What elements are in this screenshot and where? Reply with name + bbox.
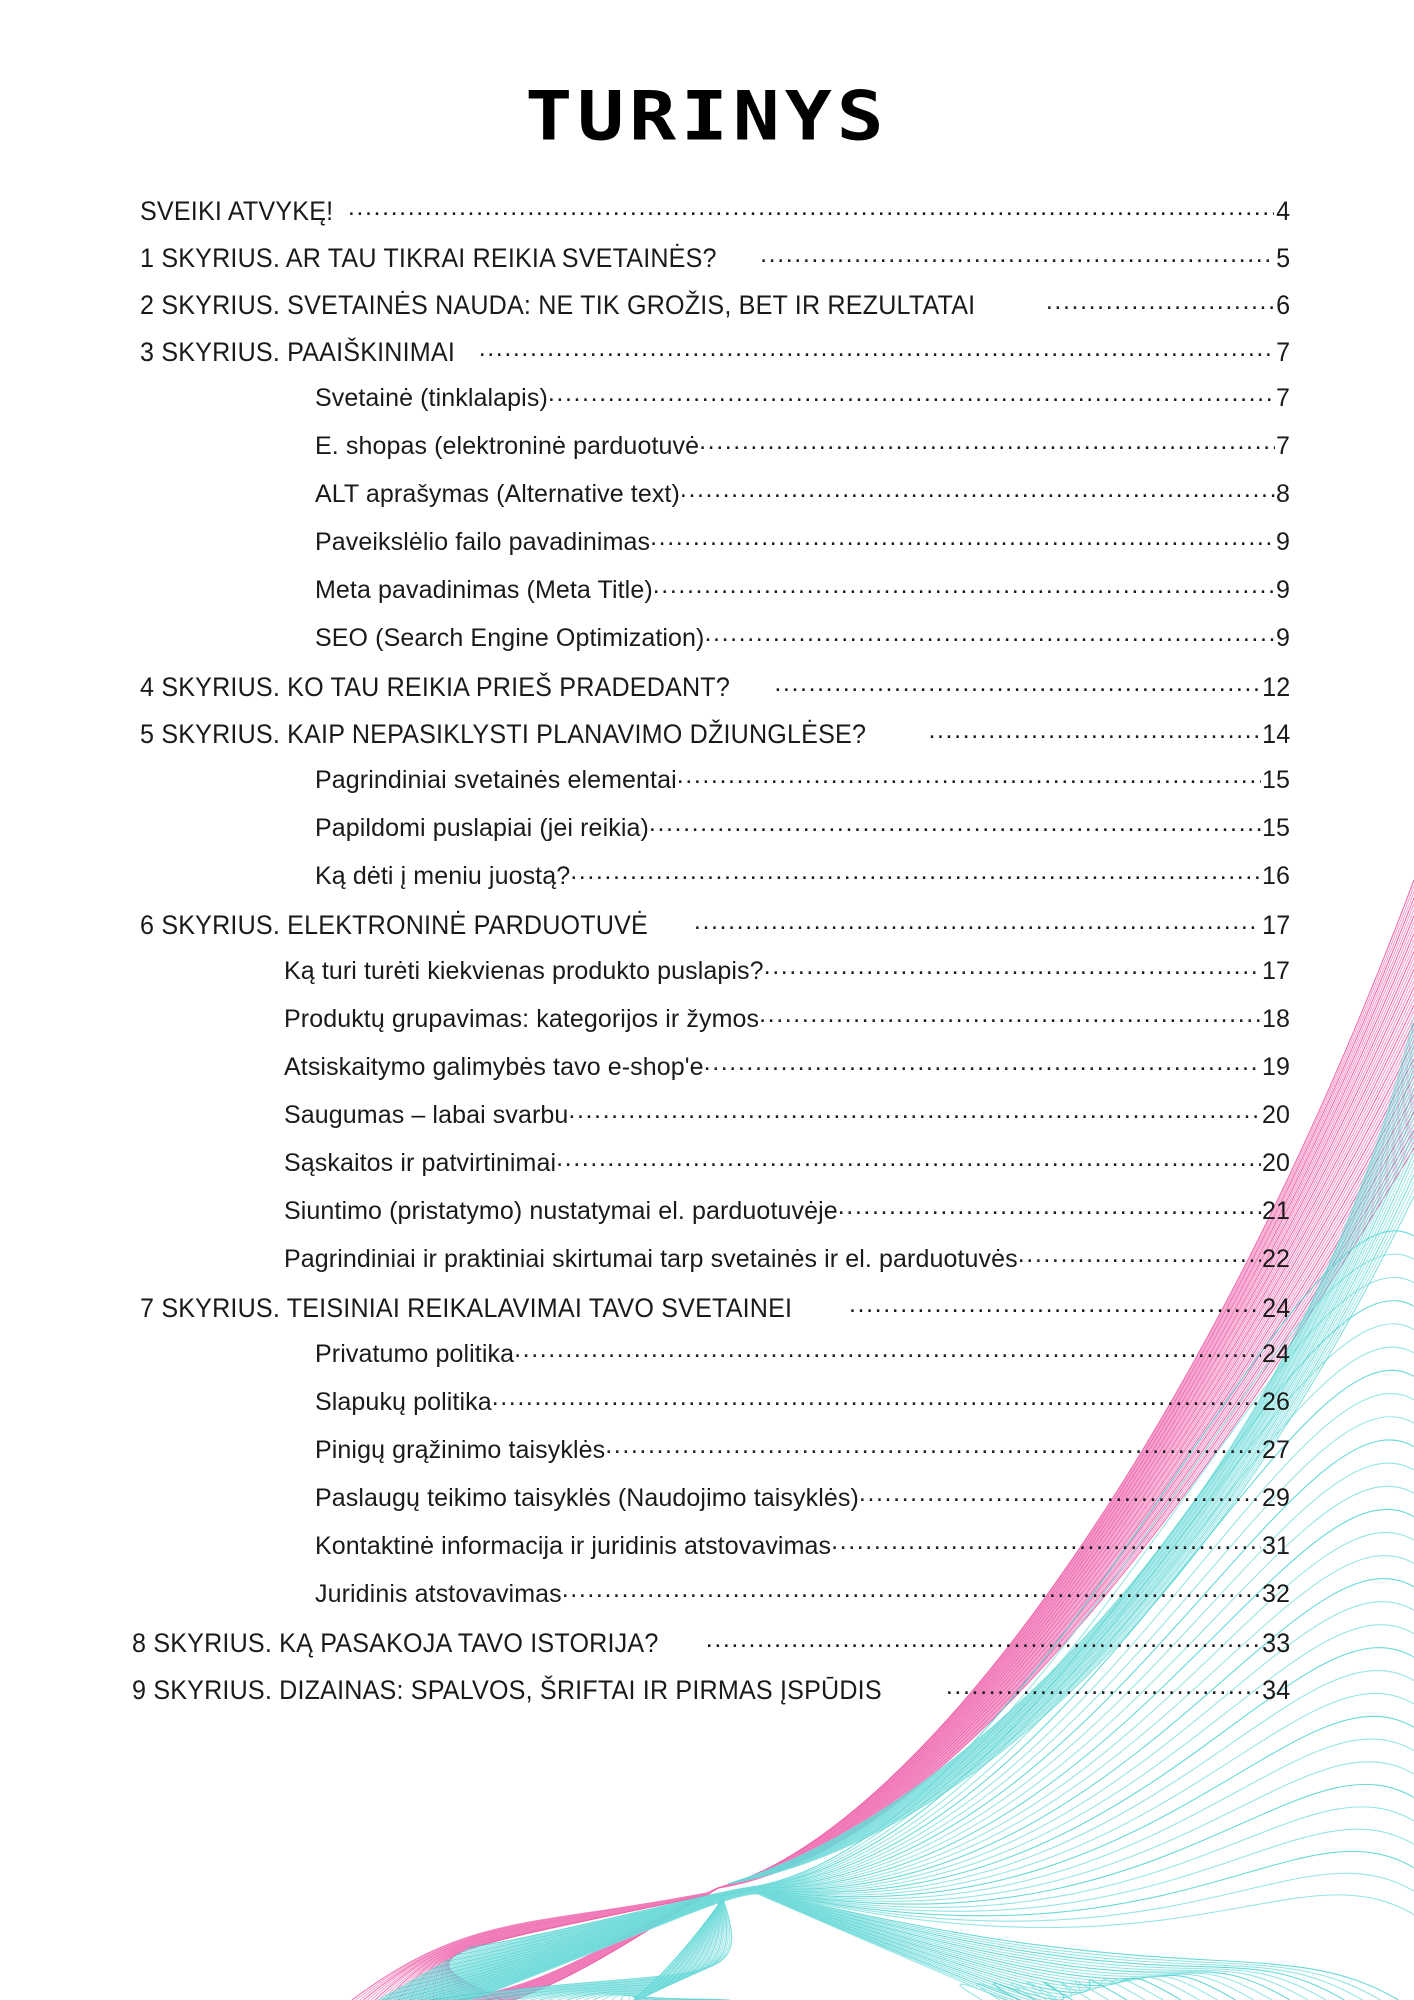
toc-dot-leader bbox=[859, 1490, 1261, 1506]
toc-entry-label: SEO (Search Engine Optimization) bbox=[315, 624, 705, 652]
toc-dot-leader bbox=[849, 1301, 1259, 1317]
toc-dot-leader bbox=[759, 1011, 1261, 1027]
toc-entry[interactable] bbox=[0, 1340, 1414, 1388]
toc-entry[interactable] bbox=[0, 814, 1414, 862]
toc-dot-leader bbox=[570, 868, 1261, 884]
toc-entry[interactable] bbox=[0, 432, 1414, 480]
toc-page-number: 8 bbox=[1275, 480, 1290, 508]
toc-entry-label: Papildomi puslapiai (jei reikia) bbox=[315, 814, 649, 842]
toc-page-number: 15 bbox=[1261, 814, 1290, 842]
toc-dot-leader bbox=[838, 1203, 1261, 1219]
toc-entry-label: Privatumo politika bbox=[315, 1340, 515, 1368]
toc-entry-label: Kontaktinė informacija ir juridinis atstovavimas bbox=[315, 1532, 832, 1560]
toc-entry-label: 8 SKYRIUS. KĄ PASAKOJA TAVO ISTORIJA? bbox=[132, 1628, 666, 1658]
toc-page-number: 12 bbox=[1261, 672, 1290, 702]
toc-dot-leader bbox=[653, 582, 1275, 598]
toc-dot-leader bbox=[605, 1442, 1261, 1458]
toc-dot-leader bbox=[677, 772, 1261, 788]
toc-dot-leader bbox=[514, 1346, 1261, 1362]
toc-entry-label: Svetainė (tinklalapis) bbox=[315, 384, 548, 412]
toc-entry[interactable] bbox=[0, 1245, 1414, 1293]
toc-entry-label: Atsiskaitymo galimybės tavo e-shop'e bbox=[284, 1053, 704, 1081]
toc-entry-label: E. shopas (elektroninė parduotuvė bbox=[315, 432, 700, 460]
toc-entry-label: 3 SKYRIUS. PAAIŠKINIMAI bbox=[140, 337, 455, 367]
toc-entry[interactable] bbox=[0, 1149, 1414, 1197]
toc-entry[interactable] bbox=[0, 1484, 1414, 1532]
toc-page-number: 7 bbox=[1275, 384, 1290, 412]
table-of-contents bbox=[0, 196, 1414, 1722]
toc-entry-label: Pinigų grąžinimo taisyklės bbox=[315, 1436, 606, 1464]
toc-dot-leader bbox=[348, 204, 1274, 220]
toc-dot-leader bbox=[760, 251, 1274, 267]
toc-entry-label: Juridinis atstovavimas bbox=[315, 1580, 562, 1608]
toc-page-number: 20 bbox=[1261, 1149, 1290, 1177]
toc-page-number: 18 bbox=[1261, 1005, 1290, 1033]
toc-dot-leader bbox=[649, 820, 1261, 836]
toc-entry[interactable] bbox=[0, 1197, 1414, 1245]
toc-entry[interactable] bbox=[0, 1005, 1414, 1053]
toc-page-number: 24 bbox=[1261, 1293, 1290, 1323]
toc-dot-leader bbox=[706, 1636, 1259, 1652]
toc-entry[interactable] bbox=[0, 672, 1414, 719]
toc-entry[interactable] bbox=[0, 243, 1414, 290]
toc-dot-leader bbox=[946, 1683, 1259, 1699]
toc-entry-label: Paveikslėlio failo pavadinimas bbox=[315, 528, 651, 556]
toc-page-number: 26 bbox=[1261, 1388, 1290, 1416]
toc-entry-label: Ką turi turėti kiekvienas produkto puslapis? bbox=[284, 957, 764, 985]
toc-dot-leader bbox=[562, 1586, 1261, 1602]
toc-entry-label: 4 SKYRIUS. KO TAU REIKIA PRIEŠ PRADEDANT? bbox=[140, 672, 730, 702]
toc-dot-leader bbox=[556, 1155, 1261, 1171]
toc-entry[interactable] bbox=[0, 576, 1414, 624]
toc-page-number: 17 bbox=[1261, 957, 1290, 985]
toc-entry[interactable] bbox=[0, 196, 1414, 243]
toc-dot-leader bbox=[680, 486, 1275, 502]
toc-entry[interactable] bbox=[0, 1675, 1414, 1722]
toc-page-number: 24 bbox=[1261, 1340, 1290, 1368]
toc-dot-leader bbox=[1018, 1251, 1261, 1267]
toc-page-number: 9 bbox=[1275, 624, 1290, 652]
toc-entry-label: Slapukų politika bbox=[315, 1388, 492, 1416]
toc-entry-label: 5 SKYRIUS. KAIP NEPASIKLYSTI PLANAVIMO DŽIUNGLĖSE? bbox=[140, 719, 874, 749]
toc-dot-leader bbox=[764, 963, 1261, 979]
toc-entry-label: Produktų grupavimas: kategorijos ir žymos bbox=[284, 1005, 760, 1033]
toc-page-number: 21 bbox=[1261, 1197, 1290, 1225]
title-block bbox=[0, 77, 1414, 157]
toc-page-number: 16 bbox=[1261, 862, 1290, 890]
toc-dot-leader bbox=[704, 630, 1275, 646]
toc-entry-label: Meta pavadinimas (Meta Title) bbox=[315, 576, 653, 604]
toc-entry[interactable] bbox=[0, 528, 1414, 576]
toc-page-number: 5 bbox=[1275, 243, 1290, 273]
toc-entry-label: Ką dėti į meniu juostą? bbox=[315, 862, 571, 890]
toc-dot-leader bbox=[704, 1059, 1261, 1075]
toc-entry-label: Pagrindiniai svetainės elementai bbox=[315, 766, 677, 794]
toc-page-number: 29 bbox=[1261, 1484, 1290, 1512]
toc-page-number: 19 bbox=[1261, 1053, 1290, 1081]
toc-page-number: 20 bbox=[1261, 1101, 1290, 1129]
toc-entry-label: Saugumas – labai svarbu bbox=[284, 1101, 569, 1129]
toc-entry[interactable] bbox=[0, 1053, 1414, 1101]
toc-page-number: 31 bbox=[1261, 1532, 1290, 1560]
toc-page-number: 22 bbox=[1261, 1245, 1290, 1273]
toc-dot-leader bbox=[479, 345, 1274, 361]
toc-dot-leader bbox=[699, 438, 1275, 454]
toc-entry[interactable] bbox=[0, 862, 1414, 910]
toc-page-number: 14 bbox=[1261, 719, 1290, 749]
toc-dot-leader bbox=[650, 534, 1275, 550]
toc-page-number: 17 bbox=[1261, 910, 1290, 940]
toc-entry-label: Sąskaitos ir patvirtinimai bbox=[284, 1149, 557, 1177]
toc-entry[interactable] bbox=[0, 290, 1414, 337]
toc-entry-label: SVEIKI ATVYKĘ! bbox=[140, 196, 334, 226]
toc-entry[interactable] bbox=[0, 1628, 1414, 1675]
toc-entry[interactable] bbox=[0, 1293, 1414, 1340]
toc-entry[interactable] bbox=[0, 480, 1414, 528]
toc-dot-leader bbox=[568, 1107, 1261, 1123]
toc-entry[interactable] bbox=[0, 910, 1414, 957]
toc-dot-leader bbox=[548, 390, 1275, 406]
toc-dot-leader bbox=[492, 1394, 1261, 1410]
toc-page-number: 34 bbox=[1261, 1675, 1290, 1705]
toc-entry-label: Pagrindiniai ir praktiniai skirtumai tarp svetainės ir el. parduotuvės bbox=[284, 1245, 1018, 1273]
toc-page-number: 9 bbox=[1275, 576, 1290, 604]
toc-entry[interactable] bbox=[0, 1101, 1414, 1149]
toc-page-number: 9 bbox=[1275, 528, 1290, 556]
toc-entry-label: 7 SKYRIUS. TEISINIAI REIKALAVIMAI TAVO SVETAINEI bbox=[140, 1293, 800, 1323]
toc-entry[interactable] bbox=[0, 1436, 1414, 1484]
toc-page-number: 15 bbox=[1261, 766, 1290, 794]
toc-entry-label: Paslaugų teikimo taisyklės (Naudojimo taisyklės) bbox=[315, 1484, 859, 1512]
toc-page-number: 6 bbox=[1275, 290, 1290, 320]
toc-entry-label: 1 SKYRIUS. AR TAU TIKRAI REIKIA SVETAINĖS? bbox=[140, 243, 717, 273]
toc-entry[interactable] bbox=[0, 1388, 1414, 1436]
toc-entry[interactable] bbox=[0, 384, 1414, 432]
toc-entry[interactable] bbox=[0, 766, 1414, 814]
toc-entry-label: ALT aprašymas (Alternative text) bbox=[315, 480, 680, 508]
toc-page-number: 4 bbox=[1275, 196, 1290, 226]
toc-entry[interactable] bbox=[0, 957, 1414, 1005]
toc-dot-leader bbox=[1046, 298, 1274, 314]
page-title: TURINYS bbox=[525, 77, 889, 157]
toc-dot-leader bbox=[928, 727, 1258, 743]
toc-page-number: 7 bbox=[1275, 432, 1290, 460]
toc-entry[interactable] bbox=[0, 719, 1414, 766]
toc-page-number: 27 bbox=[1261, 1436, 1290, 1464]
toc-dot-leader bbox=[831, 1538, 1261, 1554]
toc-entry[interactable] bbox=[0, 1532, 1414, 1580]
toc-entry-label: 6 SKYRIUS. ELEKTRONINĖ PARDUOTUVĖ bbox=[140, 910, 656, 940]
toc-entry-label: 2 SKYRIUS. SVETAINĖS NAUDA: NE TIK GROŽIS, BET IR REZULTATAI bbox=[140, 290, 983, 320]
toc-entry[interactable] bbox=[0, 1580, 1414, 1628]
toc-dot-leader bbox=[694, 918, 1259, 934]
toc-entry-label: 9 SKYRIUS. DIZAINAS: SPALVOS, ŠRIFTAI IR PIRMAS ĮSPŪDIS bbox=[132, 1675, 889, 1705]
toc-dot-leader bbox=[774, 680, 1258, 696]
toc-entry-label: Siuntimo (pristatymo) nustatymai el. parduotuvėje bbox=[284, 1197, 838, 1225]
toc-page-number: 32 bbox=[1261, 1580, 1290, 1608]
toc-page-number: 33 bbox=[1261, 1628, 1290, 1658]
toc-page-number: 7 bbox=[1275, 337, 1290, 367]
toc-entry[interactable] bbox=[0, 337, 1414, 384]
toc-entry[interactable] bbox=[0, 624, 1414, 672]
